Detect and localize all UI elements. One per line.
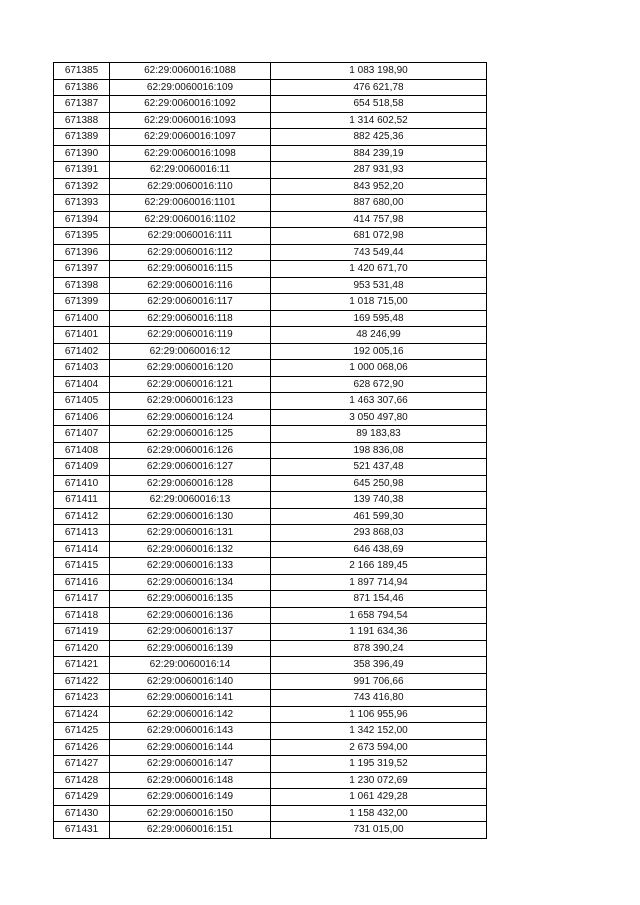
cadastral-number-cell: 62:29:0060016:120 bbox=[110, 360, 271, 377]
cadastral-number-cell: 62:29:0060016:139 bbox=[110, 640, 271, 657]
cadastral-number-cell: 62:29:0060016:127 bbox=[110, 459, 271, 476]
cadastral-number-cell: 62:29:0060016:1092 bbox=[110, 96, 271, 113]
table-row bbox=[54, 327, 487, 344]
value-cell: 953 531,48 bbox=[271, 277, 487, 294]
value-cell: 882 425,36 bbox=[271, 129, 487, 146]
row-number-cell: 671400 bbox=[54, 310, 110, 327]
table-row bbox=[54, 343, 487, 360]
value-cell: 287 931,93 bbox=[271, 162, 487, 179]
cadastral-number-cell: 62:29:0060016:136 bbox=[110, 607, 271, 624]
cadastral-number-cell: 62:29:0060016:119 bbox=[110, 327, 271, 344]
value-cell: 1 191 634,36 bbox=[271, 624, 487, 641]
row-number-cell: 671427 bbox=[54, 756, 110, 773]
cadastral-number-cell: 62:29:0060016:1098 bbox=[110, 145, 271, 162]
table-row bbox=[54, 244, 487, 261]
row-number-cell: 671411 bbox=[54, 492, 110, 509]
table-row bbox=[54, 805, 487, 822]
cadastral-number-cell: 62:29:0060016:13 bbox=[110, 492, 271, 509]
row-number-cell: 671421 bbox=[54, 657, 110, 674]
table-row bbox=[54, 145, 487, 162]
row-number-cell: 671420 bbox=[54, 640, 110, 657]
value-cell: 461 599,30 bbox=[271, 508, 487, 525]
cadastral-number-cell: 62:29:0060016:132 bbox=[110, 541, 271, 558]
cadastral-number-cell: 62:29:0060016:126 bbox=[110, 442, 271, 459]
row-number-cell: 671429 bbox=[54, 789, 110, 806]
row-number-cell: 671418 bbox=[54, 607, 110, 624]
row-number-cell: 671389 bbox=[54, 129, 110, 146]
row-number-cell: 671399 bbox=[54, 294, 110, 311]
cadastral-number-cell: 62:29:0060016:144 bbox=[110, 739, 271, 756]
cadastral-number-cell: 62:29:0060016:115 bbox=[110, 261, 271, 278]
value-cell: 743 549,44 bbox=[271, 244, 487, 261]
row-number-cell: 671393 bbox=[54, 195, 110, 212]
row-number-cell: 671428 bbox=[54, 772, 110, 789]
value-cell: 878 390,24 bbox=[271, 640, 487, 657]
table-row bbox=[54, 640, 487, 657]
table-row bbox=[54, 574, 487, 591]
cadastral-number-cell: 62:29:0060016:148 bbox=[110, 772, 271, 789]
cadastral-number-cell: 62:29:0060016:133 bbox=[110, 558, 271, 575]
row-number-cell: 671413 bbox=[54, 525, 110, 542]
value-cell: 476 621,78 bbox=[271, 79, 487, 96]
value-cell: 358 396,49 bbox=[271, 657, 487, 674]
table-row bbox=[54, 211, 487, 228]
value-cell: 887 680,00 bbox=[271, 195, 487, 212]
table-row bbox=[54, 442, 487, 459]
cadastral-number-cell: 62:29:0060016:147 bbox=[110, 756, 271, 773]
cadastral-number-cell: 62:29:0060016:134 bbox=[110, 574, 271, 591]
value-cell: 991 706,66 bbox=[271, 673, 487, 690]
row-number-cell: 671416 bbox=[54, 574, 110, 591]
cadastral-number-cell: 62:29:0060016:112 bbox=[110, 244, 271, 261]
row-number-cell: 671425 bbox=[54, 723, 110, 740]
row-number-cell: 671401 bbox=[54, 327, 110, 344]
value-cell: 1 083 198,90 bbox=[271, 63, 487, 80]
row-number-cell: 671426 bbox=[54, 739, 110, 756]
table-row bbox=[54, 294, 487, 311]
value-cell: 1 658 794,54 bbox=[271, 607, 487, 624]
table-row bbox=[54, 756, 487, 773]
value-cell: 139 740,38 bbox=[271, 492, 487, 509]
table-row bbox=[54, 822, 487, 839]
cadastral-number-cell: 62:29:0060016:12 bbox=[110, 343, 271, 360]
row-number-cell: 671423 bbox=[54, 690, 110, 707]
cadastral-number-cell: 62:29:0060016:137 bbox=[110, 624, 271, 641]
table-row bbox=[54, 739, 487, 756]
value-cell: 89 183,83 bbox=[271, 426, 487, 443]
table-row bbox=[54, 178, 487, 195]
cadastral-number-cell: 62:29:0060016:149 bbox=[110, 789, 271, 806]
table-row bbox=[54, 591, 487, 608]
row-number-cell: 671415 bbox=[54, 558, 110, 575]
cadastral-number-cell: 62:29:0060016:121 bbox=[110, 376, 271, 393]
cadastral-number-cell: 62:29:0060016:117 bbox=[110, 294, 271, 311]
table-row bbox=[54, 277, 487, 294]
value-cell: 843 952,20 bbox=[271, 178, 487, 195]
row-number-cell: 671419 bbox=[54, 624, 110, 641]
value-cell: 293 868,03 bbox=[271, 525, 487, 542]
row-number-cell: 671430 bbox=[54, 805, 110, 822]
value-cell: 1 195 319,52 bbox=[271, 756, 487, 773]
value-cell: 646 438,69 bbox=[271, 541, 487, 558]
table-row bbox=[54, 376, 487, 393]
table-row bbox=[54, 673, 487, 690]
value-cell: 2 673 594,00 bbox=[271, 739, 487, 756]
row-number-cell: 671408 bbox=[54, 442, 110, 459]
table-row bbox=[54, 789, 487, 806]
table-row bbox=[54, 79, 487, 96]
cadastral-number-cell: 62:29:0060016:141 bbox=[110, 690, 271, 707]
cadastral-number-cell: 62:29:0060016:150 bbox=[110, 805, 271, 822]
row-number-cell: 671394 bbox=[54, 211, 110, 228]
value-cell: 1 061 429,28 bbox=[271, 789, 487, 806]
row-number-cell: 671414 bbox=[54, 541, 110, 558]
row-number-cell: 671390 bbox=[54, 145, 110, 162]
row-number-cell: 671398 bbox=[54, 277, 110, 294]
row-number-cell: 671391 bbox=[54, 162, 110, 179]
table-row bbox=[54, 772, 487, 789]
value-cell: 521 437,48 bbox=[271, 459, 487, 476]
row-number-cell: 671412 bbox=[54, 508, 110, 525]
row-number-cell: 671409 bbox=[54, 459, 110, 476]
value-cell: 743 416,80 bbox=[271, 690, 487, 707]
cadastral-number-cell: 62:29:0060016:11 bbox=[110, 162, 271, 179]
table-row bbox=[54, 706, 487, 723]
value-cell: 1 897 714,94 bbox=[271, 574, 487, 591]
value-cell: 645 250,98 bbox=[271, 475, 487, 492]
table-row bbox=[54, 459, 487, 476]
cadastral-number-cell: 62:29:0060016:116 bbox=[110, 277, 271, 294]
table-row bbox=[54, 492, 487, 509]
cadastral-number-cell: 62:29:0060016:131 bbox=[110, 525, 271, 542]
table-row bbox=[54, 129, 487, 146]
cadastral-number-cell: 62:29:0060016:130 bbox=[110, 508, 271, 525]
cadastral-number-cell: 62:29:0060016:1097 bbox=[110, 129, 271, 146]
cadastral-number-cell: 62:29:0060016:1093 bbox=[110, 112, 271, 129]
value-cell: 1 106 955,96 bbox=[271, 706, 487, 723]
cadastral-number-cell: 62:29:0060016:143 bbox=[110, 723, 271, 740]
cadastral-number-cell: 62:29:0060016:111 bbox=[110, 228, 271, 245]
value-cell: 1 342 152,00 bbox=[271, 723, 487, 740]
value-cell: 1 158 432,00 bbox=[271, 805, 487, 822]
value-cell: 3 050 497,80 bbox=[271, 409, 487, 426]
cadastral-number-cell: 62:29:0060016:118 bbox=[110, 310, 271, 327]
table-row bbox=[54, 112, 487, 129]
value-cell: 2 166 189,45 bbox=[271, 558, 487, 575]
row-number-cell: 671395 bbox=[54, 228, 110, 245]
value-cell: 192 005,16 bbox=[271, 343, 487, 360]
row-number-cell: 671392 bbox=[54, 178, 110, 195]
value-cell: 681 072,98 bbox=[271, 228, 487, 245]
cadastral-value-table bbox=[53, 62, 487, 839]
value-cell: 884 239,19 bbox=[271, 145, 487, 162]
cadastral-number-cell: 62:29:0060016:128 bbox=[110, 475, 271, 492]
row-number-cell: 671405 bbox=[54, 393, 110, 410]
row-number-cell: 671431 bbox=[54, 822, 110, 839]
value-cell: 198 836,08 bbox=[271, 442, 487, 459]
cadastral-number-cell: 62:29:0060016:142 bbox=[110, 706, 271, 723]
value-cell: 1 463 307,66 bbox=[271, 393, 487, 410]
row-number-cell: 671424 bbox=[54, 706, 110, 723]
value-cell: 1 000 068,06 bbox=[271, 360, 487, 377]
value-cell: 628 672,90 bbox=[271, 376, 487, 393]
value-cell: 48 246,99 bbox=[271, 327, 487, 344]
cadastral-number-cell: 62:29:0060016:1101 bbox=[110, 195, 271, 212]
cadastral-number-cell: 62:29:0060016:123 bbox=[110, 393, 271, 410]
row-number-cell: 671385 bbox=[54, 63, 110, 80]
value-cell: 1 314 602,52 bbox=[271, 112, 487, 129]
table-row bbox=[54, 624, 487, 641]
table-row bbox=[54, 228, 487, 245]
table-row bbox=[54, 360, 487, 377]
table-row bbox=[54, 409, 487, 426]
value-cell: 1 230 072,69 bbox=[271, 772, 487, 789]
table-row bbox=[54, 690, 487, 707]
value-cell: 169 595,48 bbox=[271, 310, 487, 327]
value-cell: 1 420 671,70 bbox=[271, 261, 487, 278]
value-cell: 414 757,98 bbox=[271, 211, 487, 228]
cadastral-number-cell: 62:29:0060016:151 bbox=[110, 822, 271, 839]
table-row bbox=[54, 393, 487, 410]
cadastral-number-cell: 62:29:0060016:1088 bbox=[110, 63, 271, 80]
value-cell: 731 015,00 bbox=[271, 822, 487, 839]
value-cell: 654 518,58 bbox=[271, 96, 487, 113]
table-row bbox=[54, 261, 487, 278]
table-row bbox=[54, 96, 487, 113]
table-row bbox=[54, 525, 487, 542]
row-number-cell: 671417 bbox=[54, 591, 110, 608]
table-row bbox=[54, 508, 487, 525]
value-cell: 1 018 715,00 bbox=[271, 294, 487, 311]
cadastral-number-cell: 62:29:0060016:1102 bbox=[110, 211, 271, 228]
table-row bbox=[54, 195, 487, 212]
cadastral-number-cell: 62:29:0060016:124 bbox=[110, 409, 271, 426]
table-row bbox=[54, 541, 487, 558]
table-row bbox=[54, 426, 487, 443]
cadastral-number-cell: 62:29:0060016:14 bbox=[110, 657, 271, 674]
cadastral-number-cell: 62:29:0060016:109 bbox=[110, 79, 271, 96]
row-number-cell: 671397 bbox=[54, 261, 110, 278]
row-number-cell: 671396 bbox=[54, 244, 110, 261]
cadastral-number-cell: 62:29:0060016:140 bbox=[110, 673, 271, 690]
cadastral-number-cell: 62:29:0060016:125 bbox=[110, 426, 271, 443]
row-number-cell: 671387 bbox=[54, 96, 110, 113]
row-number-cell: 671402 bbox=[54, 343, 110, 360]
table-row bbox=[54, 607, 487, 624]
value-cell: 871 154,46 bbox=[271, 591, 487, 608]
row-number-cell: 671422 bbox=[54, 673, 110, 690]
table-row bbox=[54, 63, 487, 80]
row-number-cell: 671406 bbox=[54, 409, 110, 426]
cadastral-number-cell: 62:29:0060016:135 bbox=[110, 591, 271, 608]
table-row bbox=[54, 162, 487, 179]
row-number-cell: 671386 bbox=[54, 79, 110, 96]
row-number-cell: 671388 bbox=[54, 112, 110, 129]
table-row bbox=[54, 475, 487, 492]
row-number-cell: 671410 bbox=[54, 475, 110, 492]
row-number-cell: 671404 bbox=[54, 376, 110, 393]
cadastral-number-cell: 62:29:0060016:110 bbox=[110, 178, 271, 195]
table-row bbox=[54, 558, 487, 575]
row-number-cell: 671407 bbox=[54, 426, 110, 443]
table-row bbox=[54, 657, 487, 674]
table-row bbox=[54, 310, 487, 327]
row-number-cell: 671403 bbox=[54, 360, 110, 377]
table-row bbox=[54, 723, 487, 740]
table-body bbox=[54, 63, 487, 839]
